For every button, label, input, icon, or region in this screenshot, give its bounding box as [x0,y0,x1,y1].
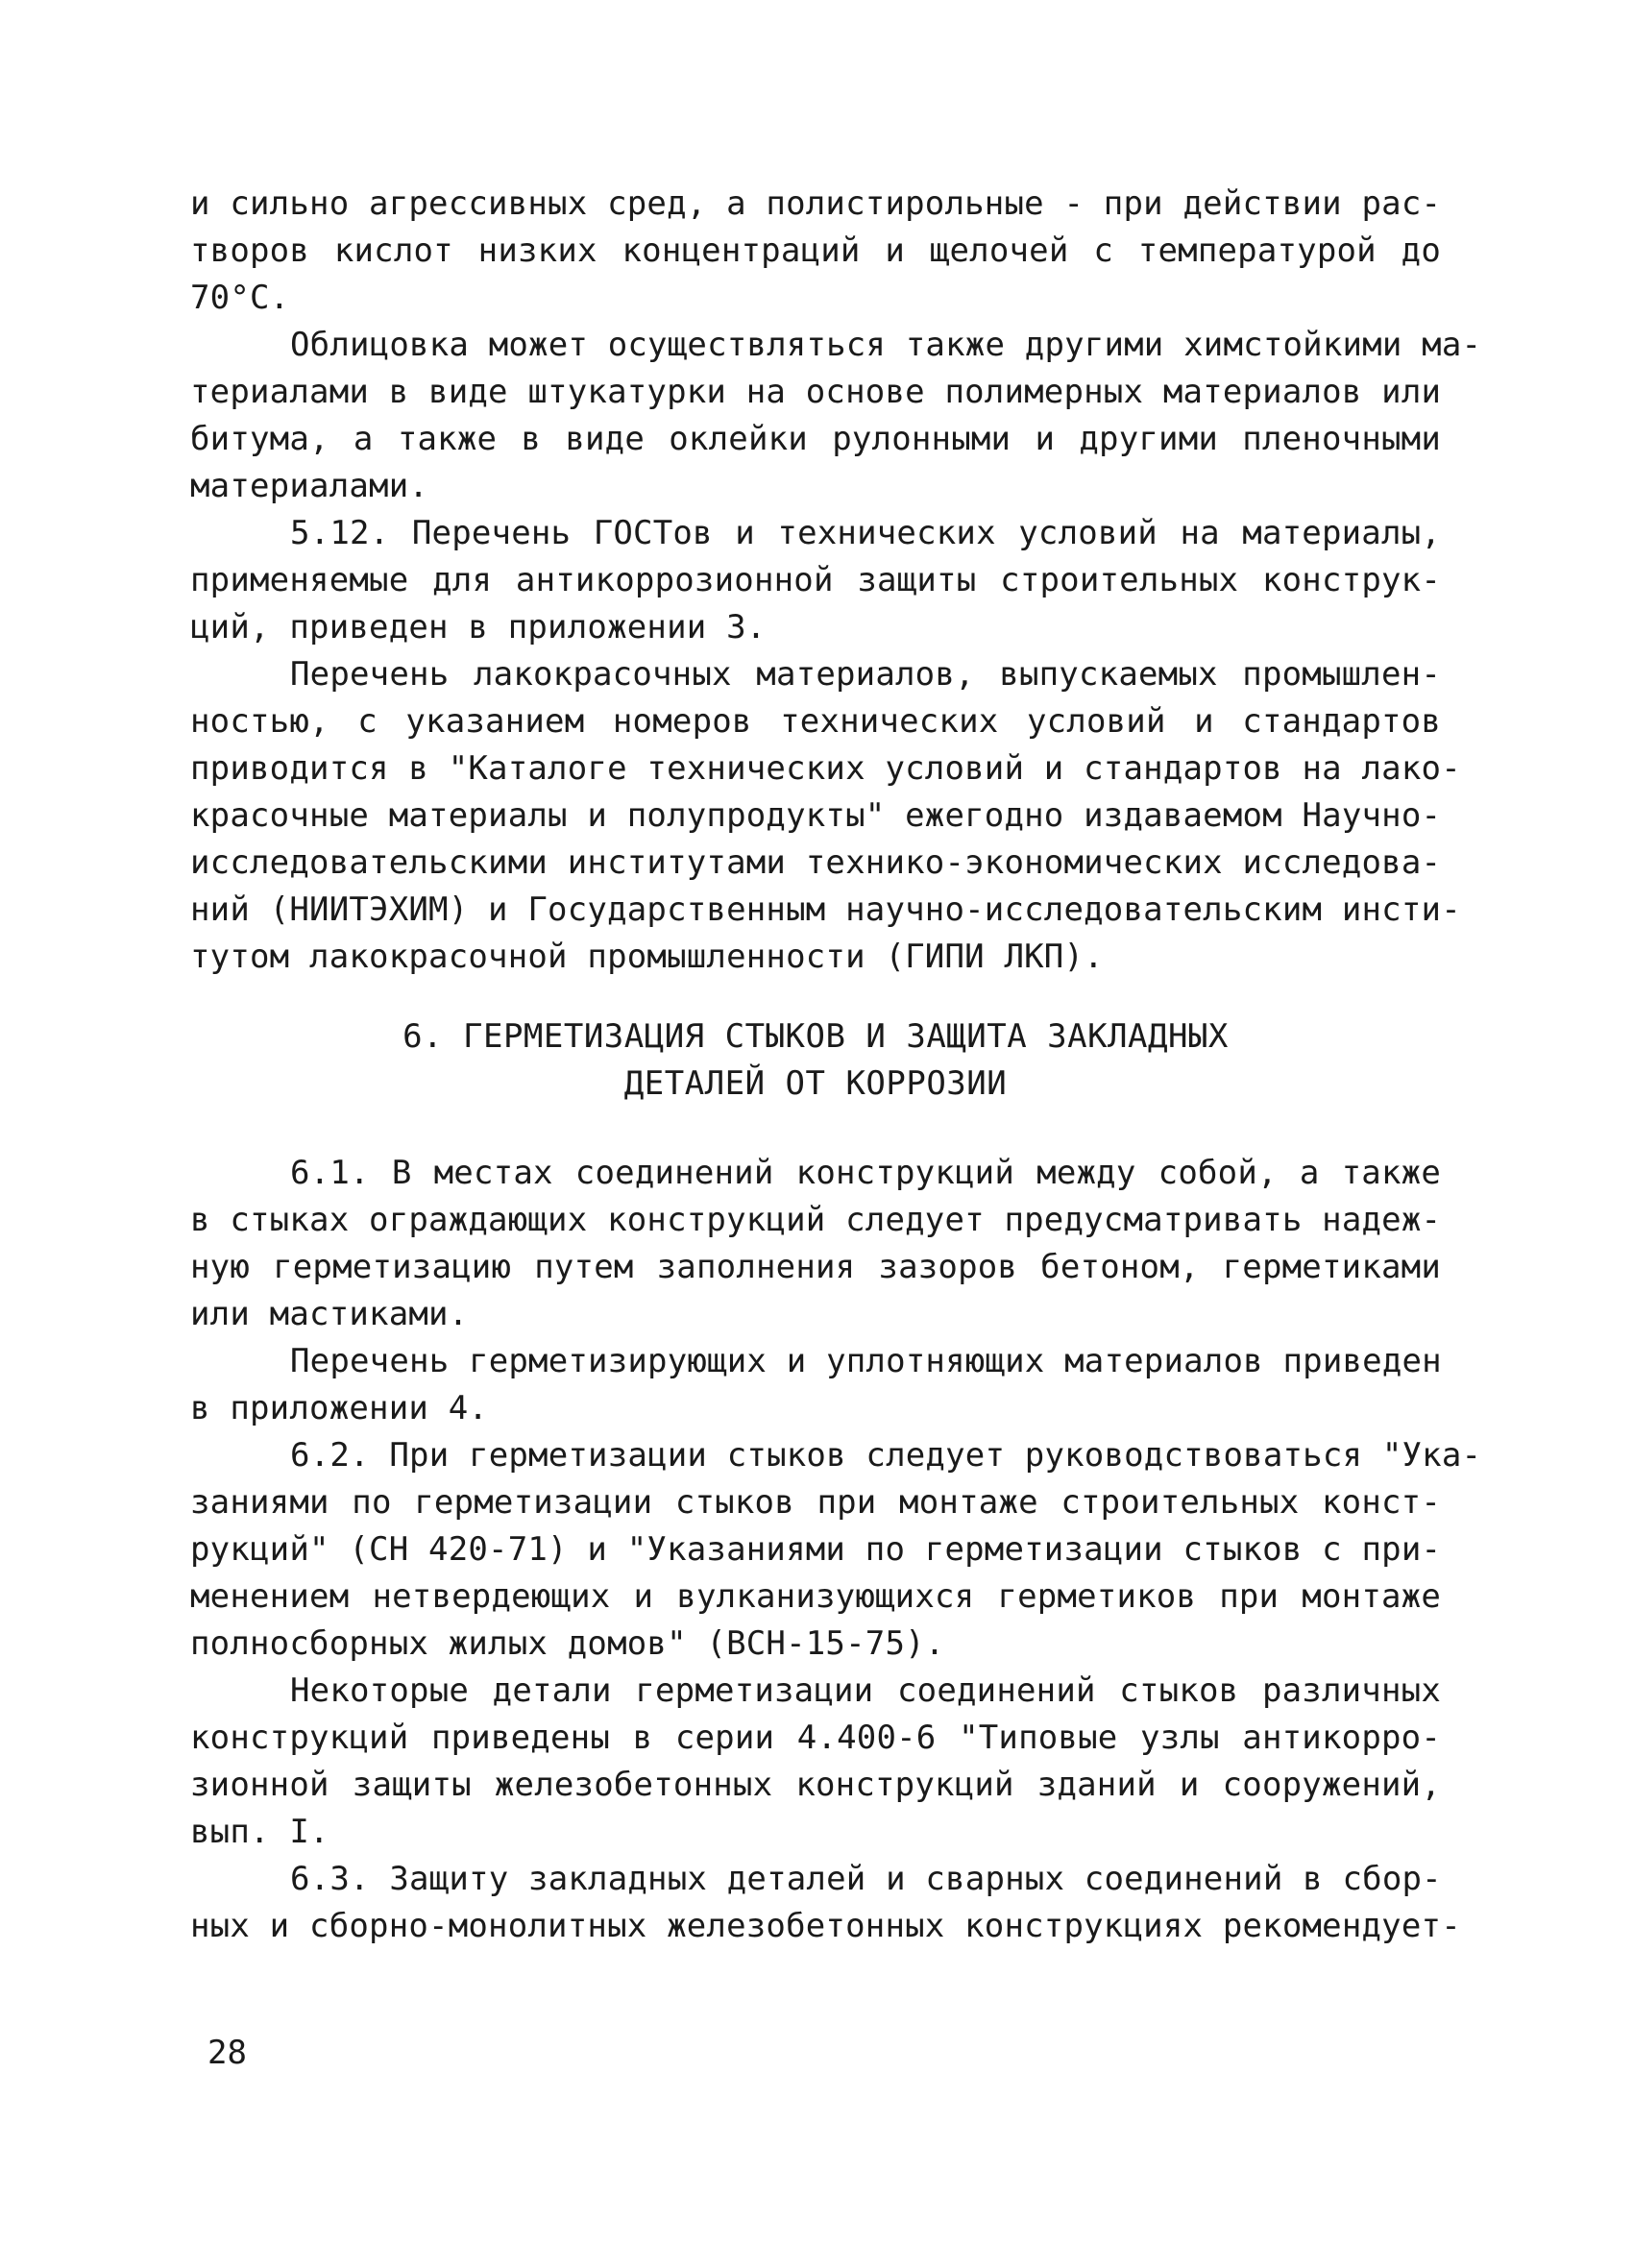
text-line: в стыках ограждающих конструкций следует предусматривать надеж- [190,1201,1442,1239]
section-heading-line-1: 6. ГЕРМЕТИЗАЦИЯ СТЫКОВ И ЗАЩИТА ЗАКЛАДНЫХ [402,1017,1229,1056]
text-line: Перечень герметизирующих и уплотняющих материалов приведен [290,1342,1442,1380]
text-line: ную герметизацию путем заполнения зазоров бетоном, герметиками [190,1248,1441,1286]
text-line: и сильно агрессивных сред, а полистирольные - при действии рас- [190,184,1442,223]
text-line: материалами. [190,467,429,505]
paragraph-p6 [190,1338,1441,1432]
paragraph-p5 [190,1150,1441,1338]
text-line: Некоторые детали герметизации соединений стыков различных [290,1671,1441,1710]
text-line: ных и сборно-монолитных железобетонных конструкциях рекомендует- [190,1907,1461,1945]
text-line: ностью, с указанием номеров технических условий и стандартов [190,702,1441,741]
text-line: 6.2. При герметизации стыков следует руководствоваться "Ука- [290,1436,1482,1475]
paragraph-p1 [190,181,1441,322]
paragraph-p9 [190,1856,1461,1950]
paragraph-p3 [190,510,1441,651]
text-line: или мастиками. [190,1295,469,1333]
text-line: зионной защиты железобетонных конструкций зданий и сооружений, [190,1766,1441,1804]
text-line: заниями по герметизации стыков при монтаже строительных конст- [190,1483,1441,1522]
text-line: 6.1. В местах соединений конструкций между собой, а также [290,1154,1441,1192]
text-line: 5.12. Перечень ГОСТов и технических условий на материалы, [290,514,1441,552]
text-line: творов кислот низких концентраций и щелочей с температурой до [190,232,1441,270]
text-line: менением нетвердеющих и вулканизующихся герметиков при монтаже [190,1577,1441,1616]
text-line: применяемые для антикоррозионной защиты строительных конструк- [190,561,1441,599]
text-line: Облицовка может осуществляться также другими химстойкими ма- [290,326,1482,364]
text-line: териалами в виде штукатурки на основе полимерных материалов или [190,373,1442,411]
text-line: 70°С. [190,279,290,317]
paragraph-p2 [190,322,1482,510]
document-page [190,181,1482,1950]
section-heading-line-2: ДЕТАЛЕЙ ОТ КОРРОЗИИ [623,1064,1008,1103]
text-line: 6.3. Защиту закладных деталей и сварных соединений в сбор- [290,1860,1442,1898]
text-line: ций, приведен в приложении 3. [190,608,767,646]
text-line: ний (НИИТЭХИМ) и Государственным научно-исследовательским инсти- [190,890,1461,929]
text-line: Перечень лакокрасочных материалов, выпускаемых промышлен- [290,655,1441,694]
paragraph-p8 [190,1668,1441,1856]
text-line: вып. I. [190,1813,329,1851]
text-line: красочные материалы и полупродукты" ежегодно издаваемом Научно- [190,796,1442,835]
text-line: тутом лакокрасочной промышленности (ГИПИ ЛКП). [190,938,1104,976]
text-line: приводится в "Каталоге технических условий и стандартов на лако- [190,749,1461,788]
text-line: в приложении 4. [190,1389,489,1427]
page-number: 28 [207,2034,247,2072]
paragraph-p4 [190,651,1461,981]
text-line: битума, а также в виде оклейки рулонными и другими пленочными [190,420,1441,458]
text-line: полносборных жилых домов" (ВСН-15-75). [190,1624,945,1663]
paragraph-p7 [190,1432,1482,1668]
text-line: конструкций приведены в серии 4.400-6 "Типовые узлы антикорро- [190,1719,1441,1757]
text-line: рукций" (СН 420-71) и "Указаниями по герметизации стыков с при- [190,1530,1442,1569]
text-line: исследовательскими институтами технико-экономических исследова- [190,843,1442,882]
